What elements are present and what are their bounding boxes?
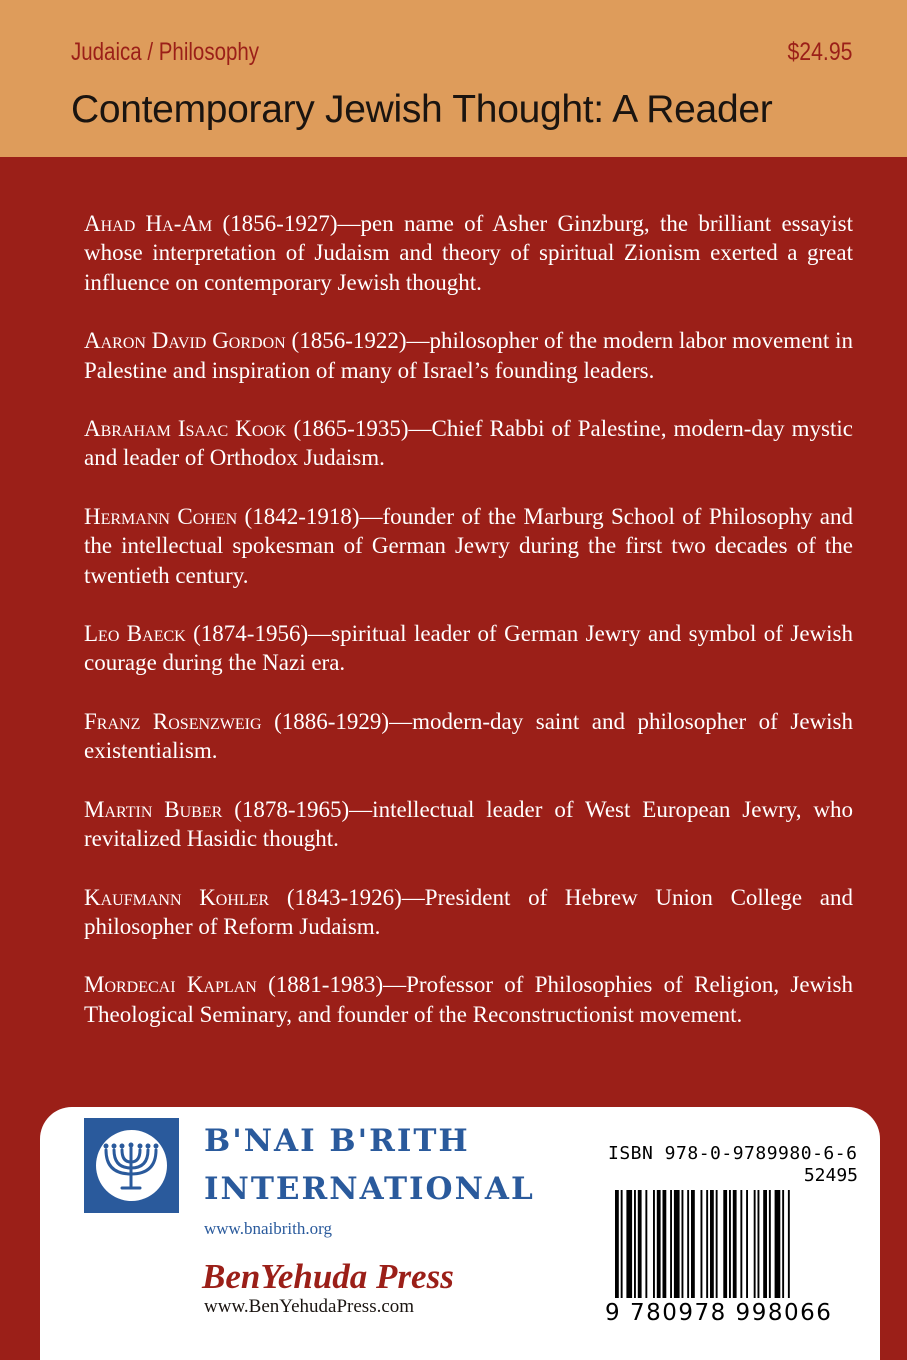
barcode-bar xyxy=(645,1190,647,1298)
entry-name: Kaufmann Kohler xyxy=(84,884,270,910)
entry-text: (1843-1926)—President of Hebrew Union College and philosopher of Reform Judaism. xyxy=(84,884,854,939)
book-title: Contemporary Jewish Thought: A Reader xyxy=(71,88,773,131)
header-band xyxy=(0,0,907,157)
entry-name: Abraham Isaac Kook xyxy=(84,416,287,442)
entry-abraham-isaac-kook xyxy=(84,414,853,473)
org-name-line1: B'NAI B'RITH xyxy=(204,1123,470,1159)
publisher-logo: BenYehuda Press xyxy=(202,1257,454,1296)
barcode-bar xyxy=(788,1190,790,1298)
barcode-bar xyxy=(701,1190,703,1298)
barcode-bar xyxy=(758,1190,760,1298)
price-label: $24.95 xyxy=(787,38,852,66)
entry-martin-buber xyxy=(84,795,853,854)
barcode-bar xyxy=(723,1190,727,1298)
barcode-bar xyxy=(740,1190,742,1298)
barcode-bar xyxy=(634,1190,636,1298)
barcode xyxy=(615,1190,855,1298)
barcode-bar xyxy=(638,1190,642,1298)
menorah-icon xyxy=(84,1118,179,1213)
barcode-bar xyxy=(653,1190,655,1298)
entry-name: Aaron David Gordon xyxy=(84,328,286,354)
entry-mordecai-kaplan xyxy=(84,970,853,1029)
thinker-list xyxy=(84,209,853,1058)
entry-name: Hermann Cohen xyxy=(84,503,238,529)
entry-franz-rosenzweig xyxy=(84,707,853,766)
price-code: 52495 xyxy=(803,1165,858,1186)
menorah-logo xyxy=(84,1118,179,1213)
barcode-bar xyxy=(682,1190,684,1298)
entry-name: Leo Baeck xyxy=(84,621,186,647)
barcode-bar xyxy=(674,1190,680,1298)
org-name-line2: INTERNATIONAL xyxy=(204,1171,535,1207)
barcode-bar xyxy=(710,1190,714,1298)
barcode-bar xyxy=(754,1190,756,1298)
barcode-bar xyxy=(663,1190,667,1298)
barcode-bar xyxy=(691,1190,695,1298)
barcode-digits: 9 780978 998066 xyxy=(605,1300,833,1326)
barcode-bar xyxy=(782,1190,784,1298)
entry-name: Ahad Ha-Am xyxy=(84,211,213,236)
entry-text: (1874-1956)—spiritual leader of German Jewry and symbol of Jewish courage during the Nazi era. xyxy=(84,621,854,676)
barcode-bar xyxy=(733,1190,737,1298)
barcode-bar xyxy=(746,1190,748,1298)
entry-aaron-david-gordon xyxy=(84,326,853,385)
entry-name: Mordecai Kaplan xyxy=(84,972,257,998)
isbn-label: ISBN 978-0-9789980-6-6 xyxy=(608,1143,858,1164)
entry-name: Franz Rosenzweig xyxy=(84,708,262,734)
barcode-bar xyxy=(716,1190,718,1298)
entry-text: (1865-1935)—Chief Rabbi of Palestine, modern-day mystic and leader of Orthodox Judaism. xyxy=(84,416,853,471)
entry-leo-baeck xyxy=(84,619,853,678)
entry-kaufmann-kohler xyxy=(84,883,853,942)
entry-text: (1856-1927)—pen name of Asher Ginzburg, the brilliant essayist whose interpretation of Judaism and theory of spiritual Zionism exerted a great influence on contemporary Jewish thought. xyxy=(84,211,854,295)
footer-panel xyxy=(40,1107,880,1360)
barcode-bar xyxy=(670,1190,672,1298)
category-label: Judaica / Philosophy xyxy=(71,38,260,66)
barcode-bar xyxy=(775,1190,781,1298)
barcode-bar xyxy=(621,1190,623,1298)
entry-text: (1842-1918)—founder of the Marburg School of Philosophy and the intellectual spokesman of German Jewry during the first two decades of the twentieth century. xyxy=(84,503,853,588)
entry-text: (1881-1983)—Professor of Philosophies of Religion, Jewish Theological Seminary, and founder of the Reconstructionist movement. xyxy=(84,972,854,1027)
entry-text: (1878-1965)—intellectual leader of West European Jewry, who revitalized Hasidic thought. xyxy=(84,796,853,852)
barcode-bar xyxy=(657,1190,661,1298)
entry-text: (1886-1929)—modern-day saint and philosopher of Jewish existentialism. xyxy=(84,708,854,764)
barcode-bar xyxy=(626,1190,632,1298)
org-url: www.bnaibrith.org xyxy=(204,1219,332,1238)
publisher-url: www.BenYehudaPress.com xyxy=(204,1296,415,1317)
barcode-bar xyxy=(687,1190,689,1298)
entry-name: Martin Buber xyxy=(84,796,223,822)
barcode-bar xyxy=(706,1190,708,1298)
entry-ahad-ha-am xyxy=(84,209,853,297)
barcode-bar xyxy=(769,1190,771,1298)
barcode-bar xyxy=(615,1190,619,1298)
entry-hermann-cohen xyxy=(84,502,853,590)
barcode-bar xyxy=(763,1190,767,1298)
barcode-bar xyxy=(729,1190,731,1298)
entry-text: (1856-1922)—philosopher of the modern labor movement in Palestine and inspiration of many of Israel’s founding leaders. xyxy=(84,328,853,383)
